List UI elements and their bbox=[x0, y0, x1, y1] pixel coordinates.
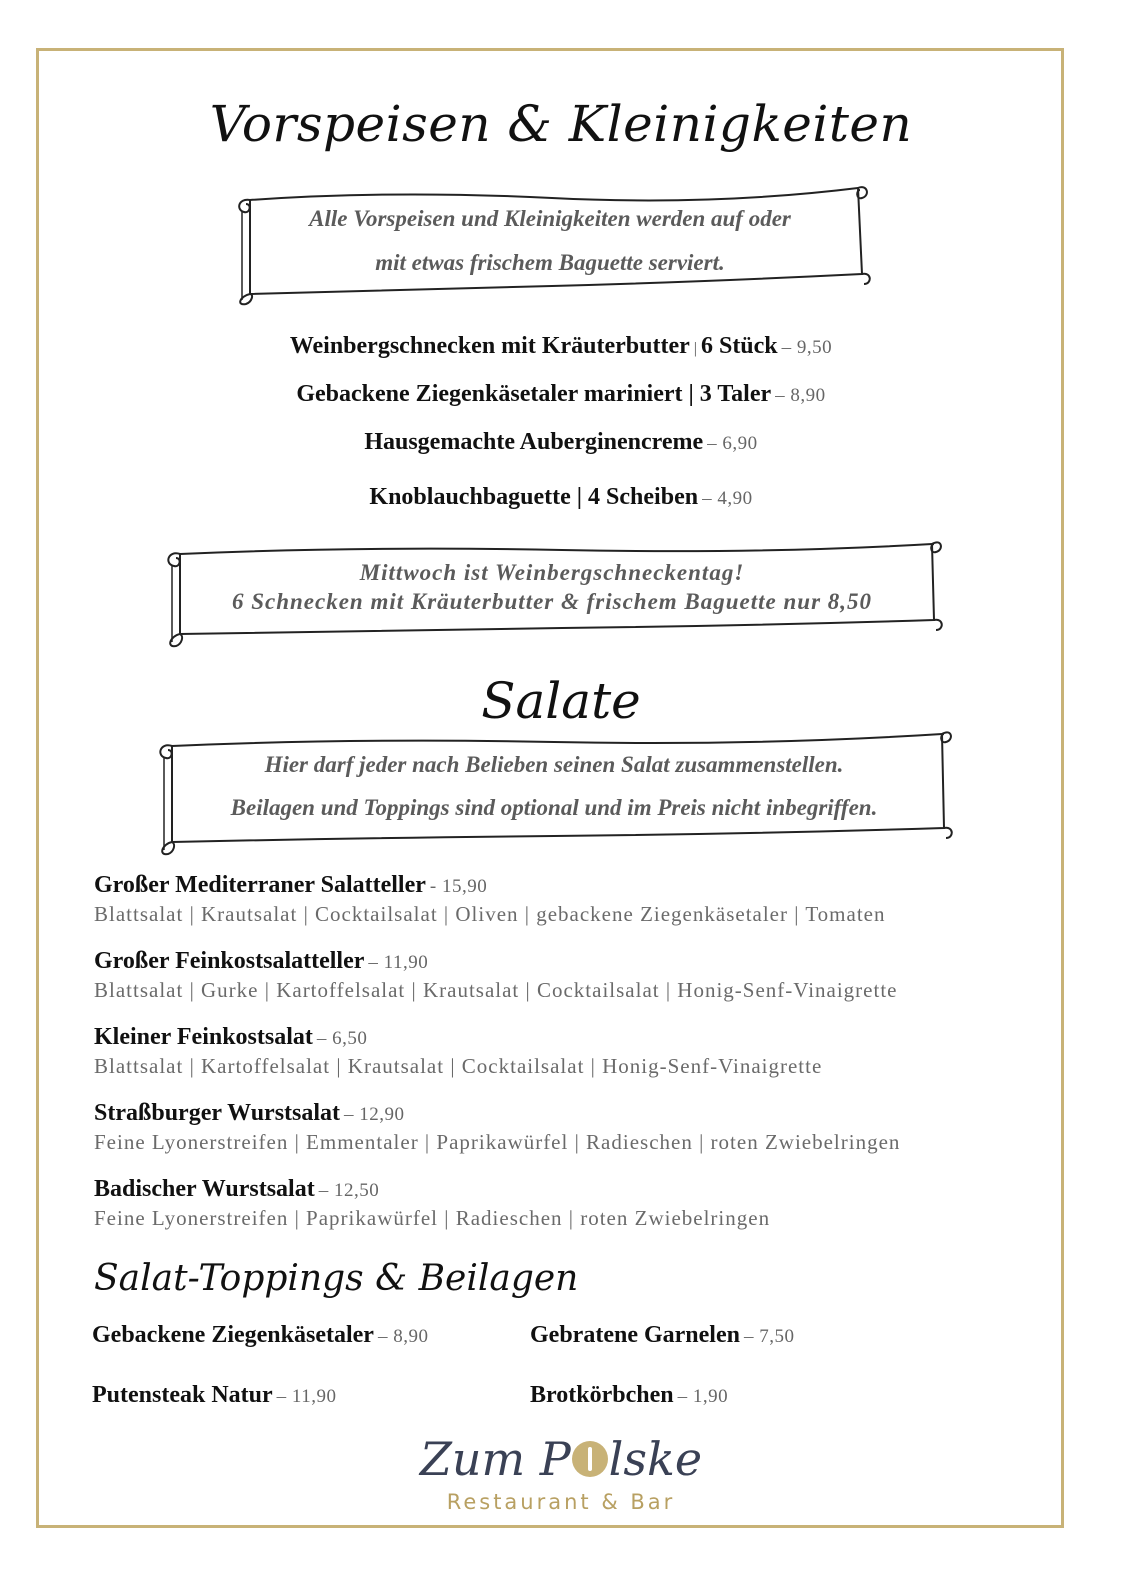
scroll-banner-graphic bbox=[154, 724, 954, 858]
item-name: Großer Mediterraner Salatteller bbox=[94, 872, 426, 898]
salad-item bbox=[94, 872, 886, 927]
item-price: – 11,90 bbox=[276, 1386, 337, 1407]
item-name: Weinbergschnecken mit Kräuterbutter bbox=[289, 333, 690, 359]
note-line: Mittwoch ist Weinbergschneckentag! bbox=[359, 560, 745, 585]
item-name: Badischer Wurstsalat bbox=[94, 1176, 315, 1202]
item-price: – 8,90 bbox=[775, 385, 826, 406]
item-description: Feine Lyonerstreifen | Paprikawürfel | Radieschen | roten Zwiebelringen bbox=[94, 1206, 771, 1230]
salad-item bbox=[94, 948, 897, 1003]
item-name: Gebackene Ziegenkäsetaler mariniert | 3 Taler bbox=[296, 381, 772, 407]
salad-item bbox=[94, 1176, 770, 1231]
item-price: – 12,50 bbox=[318, 1180, 380, 1201]
salad-item bbox=[94, 1024, 822, 1079]
menu-item bbox=[0, 429, 1122, 456]
item-description: Blattsalat | Kartoffelsalat | Krautsalat | Cocktailsalat | Honig-Senf-Vinaigrette bbox=[94, 1054, 823, 1078]
note-scroll-salate bbox=[154, 724, 954, 858]
item-description: Blattsalat | Gurke | Kartoffelsalat | Krautsalat | Cocktailsalat | Honig-Senf-Vinaigrette bbox=[94, 978, 898, 1002]
item-name: Brotkörbchen bbox=[530, 1382, 674, 1408]
heading-vorspeisen: Vorspeisen & Kleinigkeiten bbox=[209, 95, 913, 153]
restaurant-logo bbox=[0, 1432, 1122, 1514]
heading-salate: Salate bbox=[481, 672, 641, 730]
note-line: 6 Schnecken mit Kräuterbutter & frischem Baguette nur 8,50 bbox=[231, 589, 873, 614]
item-name: Kleiner Feinkostsalat bbox=[94, 1024, 313, 1050]
menu-item bbox=[0, 333, 1122, 360]
item-extra: 6 Stück bbox=[700, 333, 778, 359]
item-price: - 15,90 bbox=[429, 876, 488, 897]
scroll-banner-graphic bbox=[232, 182, 868, 308]
item-name: Putensteak Natur bbox=[92, 1382, 273, 1408]
item-name: Großer Feinkostsalatteller bbox=[94, 948, 365, 974]
item-separator: | bbox=[693, 340, 697, 357]
logo-subtitle: Restaurant & Bar bbox=[446, 1490, 676, 1514]
item-description: Blattsalat | Krautsalat | Cocktailsalat | Oliven | gebackene Ziegenkäsetaler | Tomaten bbox=[94, 902, 886, 926]
item-price: – 1,90 bbox=[677, 1386, 729, 1407]
side-item bbox=[92, 1322, 428, 1349]
item-name: Gebackene Ziegenkäsetaler bbox=[92, 1322, 374, 1348]
note-line: mit etwas frischem Baguette serviert. bbox=[375, 250, 725, 275]
item-name: Gebratene Garnelen bbox=[530, 1322, 740, 1348]
item-name: Hausgemachte Auberginencreme bbox=[364, 429, 704, 455]
logo-text-left: Zum P bbox=[419, 1432, 571, 1486]
fork-icon bbox=[572, 1441, 608, 1477]
item-price: – 12,90 bbox=[344, 1104, 405, 1125]
heading-toppings: Salat-Toppings & Beilagen bbox=[94, 1258, 579, 1299]
side-item bbox=[92, 1382, 336, 1409]
note-scroll-mittwoch bbox=[162, 536, 942, 650]
logo-text-right: lske bbox=[608, 1432, 703, 1486]
side-item bbox=[530, 1382, 728, 1409]
logo-wordmark bbox=[0, 1432, 1122, 1486]
item-price: – 6,50 bbox=[316, 1028, 368, 1049]
item-price: – 9,50 bbox=[781, 337, 833, 358]
item-price: – 8,90 bbox=[377, 1326, 429, 1347]
side-item bbox=[530, 1322, 794, 1349]
item-name: Straßburger Wurstsalat bbox=[94, 1100, 341, 1126]
item-name: Knoblauchbaguette | 4 Scheiben bbox=[369, 484, 699, 510]
item-description: Feine Lyonerstreifen | Emmentaler | Paprikawürfel | Radieschen | roten Zwiebelringen bbox=[94, 1130, 901, 1154]
item-price: – 6,90 bbox=[707, 433, 758, 454]
menu-item bbox=[0, 484, 1122, 511]
note-line: Hier darf jeder nach Belieben seinen Salat zusammenstellen. bbox=[264, 752, 844, 777]
menu-item bbox=[0, 381, 1122, 408]
item-price: – 11,90 bbox=[368, 952, 429, 973]
note-line: Alle Vorspeisen und Kleinigkeiten werden auf oder bbox=[309, 206, 791, 231]
note-scroll-vorspeisen bbox=[232, 182, 868, 308]
note-line: Beilagen und Toppings sind optional und im Preis nicht inbegriffen. bbox=[230, 795, 878, 820]
item-price: – 4,90 bbox=[702, 488, 753, 509]
salad-item bbox=[94, 1100, 900, 1155]
item-price: – 7,50 bbox=[743, 1326, 795, 1347]
